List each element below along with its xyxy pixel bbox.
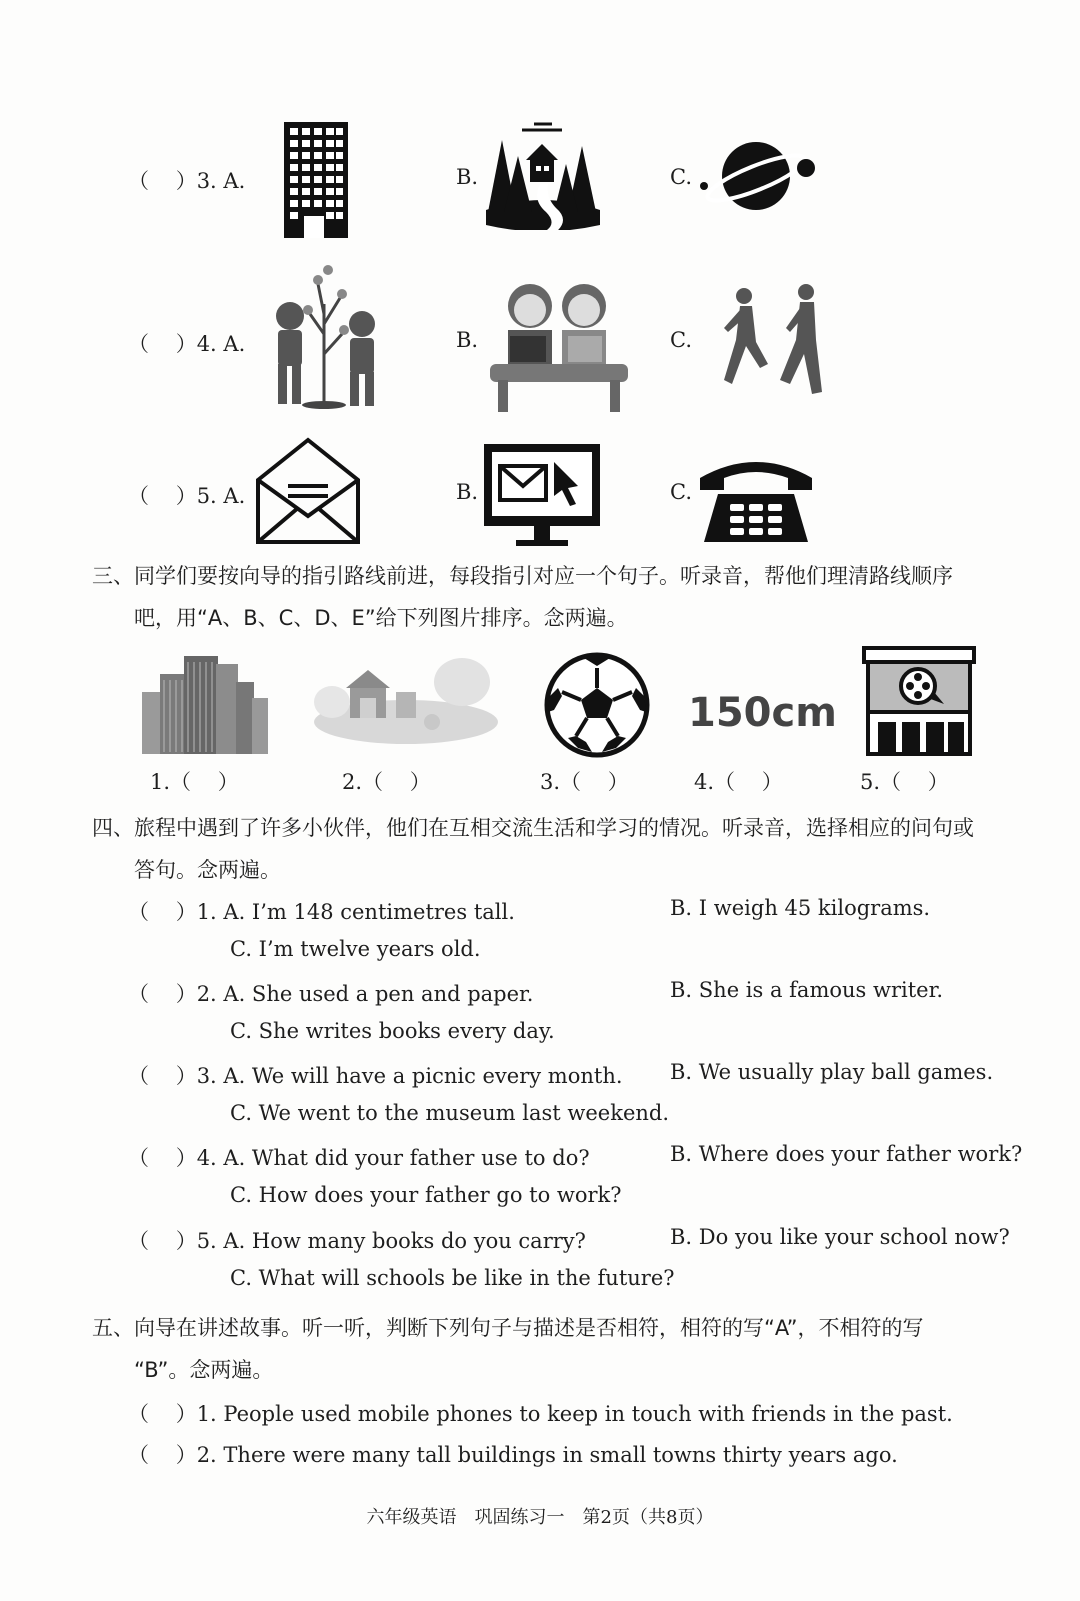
s4-q1-option-a: （ ）1. A. I’m 148 centimetres tall. (128, 900, 515, 924)
sequence-label-1: 1.（ ） (150, 770, 239, 794)
reading-kids-icon (488, 272, 630, 414)
s4-q4-option-c: C. How does your father go to work? (230, 1183, 622, 1207)
football-icon (544, 652, 650, 758)
height-150cm-text: 150cm (688, 690, 837, 736)
option-c-label: C. (670, 328, 692, 352)
s5-statement-2: （ ）2. There were many tall buildings in small towns thirty years ago. (128, 1443, 898, 1467)
s4-q4-option-a: （ ）4. A. What did your father use to do? (128, 1146, 590, 1170)
option-b-label: B. (456, 328, 479, 352)
sequence-label-2: 2.（ ） (342, 770, 431, 794)
section-3-instruction-line-1: 三、同学们要按向导的指引路线前进，每段指引对应一个句子。听录音，帮他们理清路线顺序 (92, 564, 953, 588)
option-b-label: B. (456, 480, 479, 504)
envelope-icon (254, 436, 362, 546)
section-3-instruction-line-2: 吧，用“A、B、C、D、E”给下列图片排序。念两遍。 (134, 606, 628, 630)
question-4-label: （ ）4. A. (128, 332, 246, 356)
s4-q2-option-b: B. She is a famous writer. (670, 978, 943, 1002)
s4-q5-option-a: （ ）5. A. How many books do you carry? (128, 1229, 586, 1253)
question-5-label: （ ）5. A. (128, 484, 246, 508)
email-monitor-icon (482, 442, 602, 548)
question-3-label: （ ）3. A. (128, 169, 246, 193)
building-icon (280, 118, 352, 240)
s4-q3-option-b: B. We usually play ball games. (670, 1060, 994, 1084)
running-people-icon (716, 284, 826, 402)
s5-statement-1: （ ）1. People used mobile phones to keep in touch with friends in the past. (128, 1402, 953, 1426)
telephone-icon (696, 450, 816, 544)
option-b-label: B. (456, 165, 479, 189)
city-skyline-icon (142, 652, 268, 754)
cinema-building-icon (862, 646, 976, 756)
section-4-instruction-line-2: 答句。念两遍。 (134, 858, 281, 882)
s4-q5-option-c: C. What will schools be like in the future? (230, 1266, 675, 1290)
s4-q4-option-b: B. Where does your father work? (670, 1142, 1023, 1166)
planet-icon (696, 138, 820, 214)
s4-q3-option-c: C. We went to the museum last weekend. (230, 1101, 670, 1125)
forest-road-icon (482, 120, 604, 230)
s4-q1-option-c: C. I’m twelve years old. (230, 937, 481, 961)
s4-q3-option-a: （ ）3. A. We will have a picnic every month. (128, 1064, 623, 1088)
page-footer: 六年级英语 巩固练习一 第2页（共8页） (366, 1507, 714, 1528)
option-c-label: C. (670, 165, 692, 189)
sequence-label-3: 3.（ ） (540, 770, 629, 794)
option-c-label: C. (670, 480, 692, 504)
sequence-label-5: 5.（ ） (860, 770, 949, 794)
s4-q2-option-a: （ ）2. A. She used a pen and paper. (128, 982, 534, 1006)
planting-tree-icon (262, 264, 388, 410)
sequence-label-4: 4.（ ） (694, 770, 783, 794)
section-5-instruction-line-1: 五、向导在讲述故事。听一听，判断下列句子与描述是否相符，相符的写“A”，不相符的写 (92, 1316, 924, 1340)
section-4-instruction-line-1: 四、旅程中遇到了许多小伙伴，他们在互相交流生活和学习的情况。听录音，选择相应的问句或 (92, 816, 974, 840)
s4-q2-option-c: C. She writes books every day. (230, 1019, 555, 1043)
farm-barn-icon (312, 652, 500, 746)
section-5-instruction-line-2: “B”。念两遍。 (134, 1358, 274, 1382)
s4-q1-option-b: B. I weigh 45 kilograms. (670, 896, 931, 920)
s4-q5-option-b: B. Do you like your school now? (670, 1225, 1010, 1249)
